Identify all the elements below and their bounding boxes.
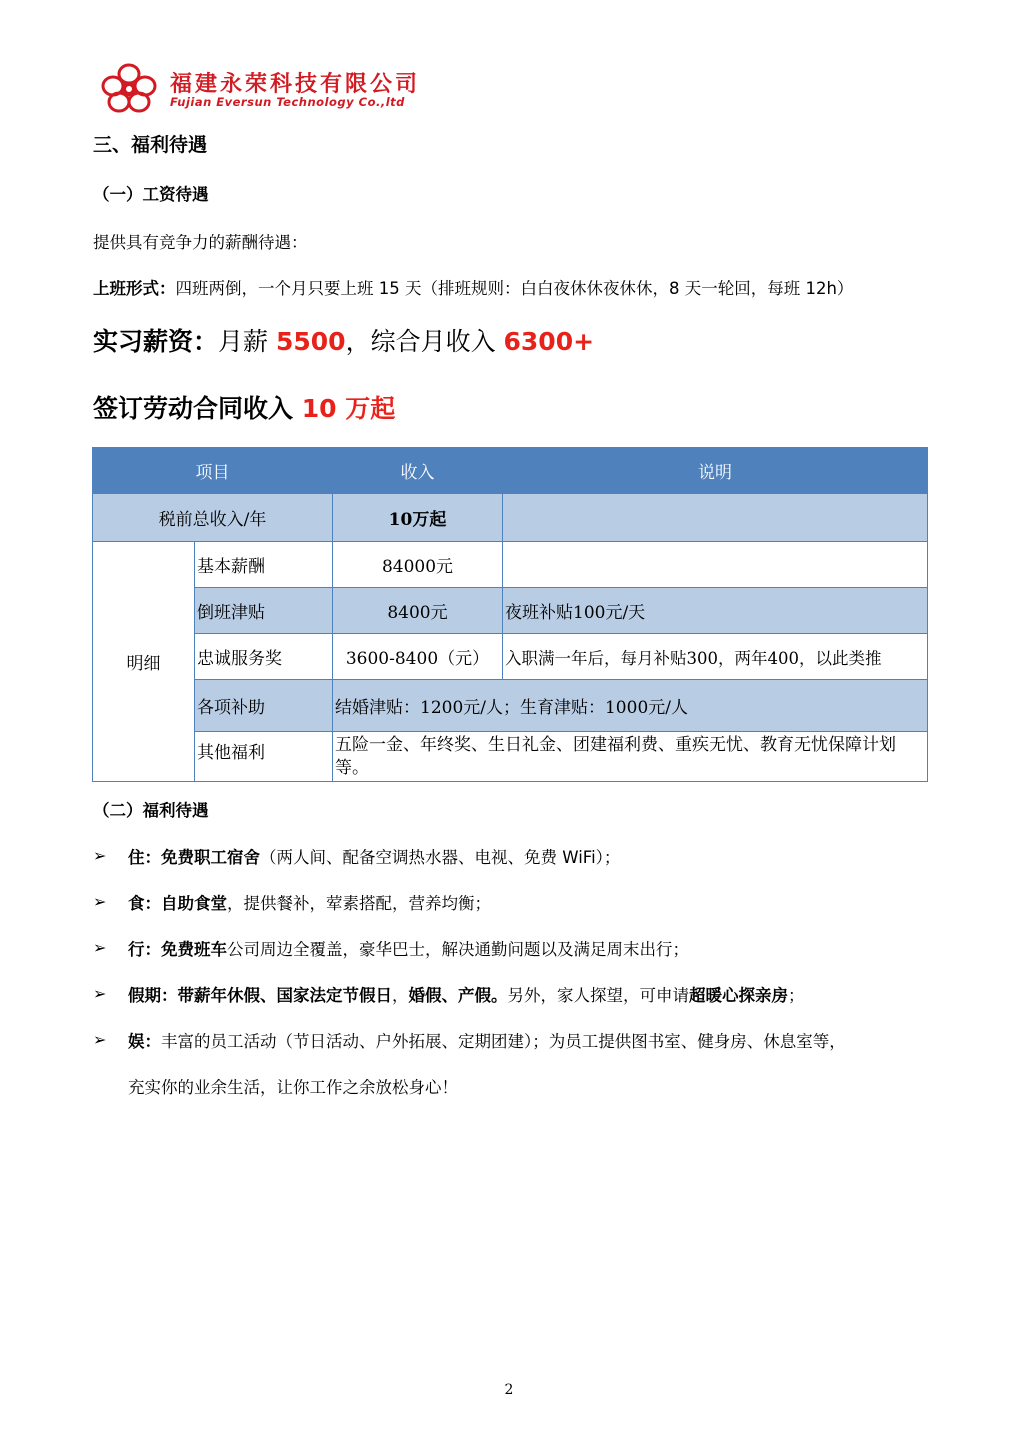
company-name-en: Fujian Eversun Technology Co.,ltd (170, 95, 405, 109)
benefit-text: ， (392, 986, 409, 1005)
row-note: 夜班补贴100元/天 (503, 588, 928, 634)
intern-mid: ，综合月收入 (345, 327, 504, 356)
benefit-text: ，提供餐补，荤素搭配，营养均衡； (227, 894, 491, 913)
intern-salary-line (93, 322, 594, 358)
intern-label: 实习薪资： (93, 327, 219, 356)
benefit-entertainment (128, 1028, 846, 1052)
benefit-text: 公司周边全覆盖，豪华巴士，解决通勤问题以及满足周末出行； (227, 940, 689, 959)
intern-pre: 月薪 (218, 327, 276, 356)
subsection-title-salary: （一）工资待遇 (93, 185, 209, 204)
row-item: 倒班津贴 (195, 588, 333, 634)
contract-income-line (93, 389, 395, 425)
bullet-arrow-icon: ➢ (93, 938, 107, 957)
row-note: 入职满一年后，每月补贴300，两年400，以此类推 (503, 634, 928, 680)
benefit-text: 丰富的员工活动（节日活动、户外拓展、定期团建）；为员工提供图书室、健身房、休息室等， (161, 1032, 846, 1051)
flower-logo-icon (98, 62, 160, 114)
subsection-title-benefits: （二）福利待遇 (93, 801, 209, 820)
shift-text: 四班两倒，一个月只要上班 15 天（排班规则：白白夜休休夜休休，8 天一轮回，每班 12h） (175, 279, 854, 298)
detail-label: 明细 (93, 542, 195, 782)
benefit-key: 娱： (128, 1032, 161, 1051)
intro-text: 提供具有竞争力的薪酬待遇： (93, 233, 308, 252)
table-header-row (93, 448, 928, 494)
row-note (503, 542, 928, 588)
benefit-housing (128, 844, 620, 868)
benefit-key: 行： (128, 940, 161, 959)
benefit-food (128, 890, 491, 914)
row-income: 3600-8400（元） (333, 634, 503, 680)
intern-total-value: 6300+ (503, 327, 595, 356)
row-item: 各项补助 (195, 680, 333, 732)
benefit-holidays (128, 982, 805, 1006)
bullet-arrow-icon: ➢ (93, 846, 107, 865)
table-row (93, 634, 928, 680)
table-row (93, 680, 928, 732)
contract-pre: 签订劳动合同收入 (93, 394, 302, 423)
benefit-highlight: 婚假、产假。 (408, 986, 508, 1005)
benefit-highlight: 自助食堂 (161, 894, 227, 913)
contract-amount: 10 万起 (301, 394, 396, 423)
row-merged-note: 结婚津贴：1200元/人；生育津贴：1000元/人 (333, 680, 928, 732)
benefit-highlight: 带薪年休假、国家法定节假日 (177, 986, 392, 1005)
section-title: 三、福利待遇 (93, 134, 208, 156)
row-income: 8400元 (333, 588, 503, 634)
benefit-key: 食： (128, 894, 161, 913)
row-item: 忠诚服务奖 (195, 634, 333, 680)
benefit-text: ； (788, 986, 805, 1005)
header-item: 项目 (93, 448, 333, 494)
salary-table (92, 447, 928, 782)
row-item: 基本薪酬 (195, 542, 333, 588)
benefit-entertainment-line2: 充实你的业余生活，让你工作之余放松身心！ (128, 1078, 458, 1097)
table-row (93, 588, 928, 634)
bullet-arrow-icon: ➢ (93, 1030, 107, 1049)
benefit-highlight: 超暖心探亲房 (689, 986, 788, 1005)
page-number: 2 (504, 1382, 514, 1398)
row-merged-note: 五险一金、年终奖、生日礼金、团建福利费、重疾无忧、教育无忧保障计划等。 (333, 732, 928, 782)
benefit-text: （两人间、配备空调热水器、电视、免费 WiFi）； (260, 848, 621, 867)
shift-line (93, 275, 853, 299)
header-note: 说明 (503, 448, 928, 494)
bullet-arrow-icon: ➢ (93, 984, 107, 1003)
benefit-highlight: 免费班车 (161, 940, 227, 959)
total-note (503, 494, 928, 542)
table-row (93, 542, 928, 588)
row-item: 其他福利 (195, 732, 333, 782)
header-income: 收入 (333, 448, 503, 494)
row-income: 84000元 (333, 542, 503, 588)
table-row (93, 732, 928, 782)
benefit-transport (128, 936, 689, 960)
bullet-arrow-icon: ➢ (93, 892, 107, 911)
total-item: 税前总收入/年 (93, 494, 333, 542)
benefit-key: 假期： (128, 986, 178, 1005)
table-row-total (93, 494, 928, 542)
benefit-key: 住： (128, 848, 161, 867)
shift-label: 上班形式： (93, 279, 176, 298)
benefit-highlight: 免费职工宿舍 (161, 848, 260, 867)
intern-salary-value: 5500 (275, 327, 346, 356)
company-name-cn: 福建永荣科技有限公司 (170, 72, 421, 97)
total-income: 10万起 (333, 494, 503, 542)
benefit-text: 另外，家人探望，可申请 (507, 986, 689, 1005)
